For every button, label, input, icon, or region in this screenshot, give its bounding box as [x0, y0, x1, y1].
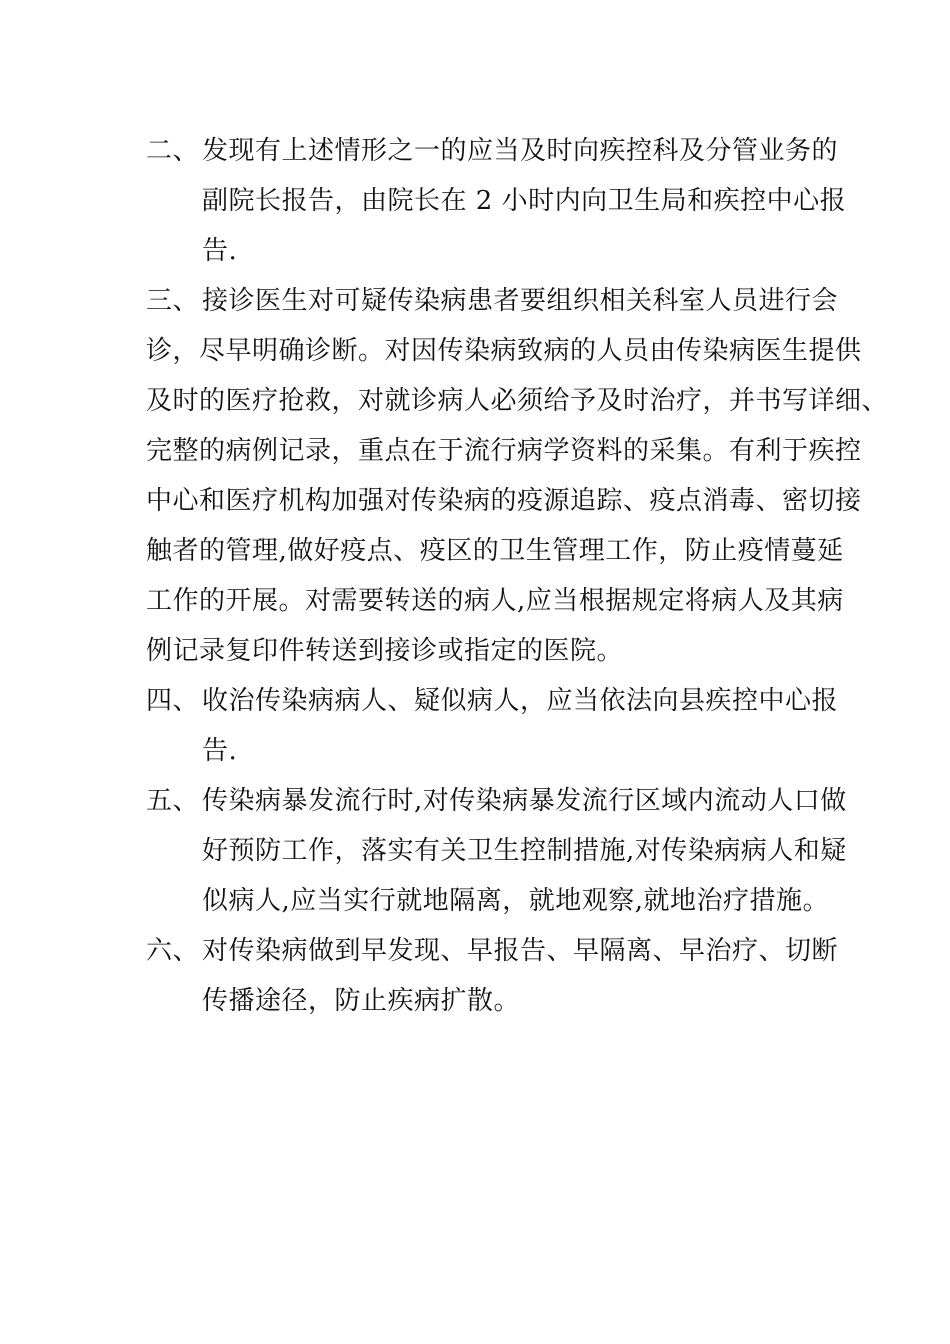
- list-item-line: [146, 931, 838, 971]
- list-marker: 五、: [146, 786, 200, 816]
- list-item-text: 收治传染病病人、疑似病人，应当依法向县疾控中心报: [202, 686, 839, 716]
- list-item-text: 例记录复印件转送到接诊或指定的医院。: [146, 636, 624, 666]
- list-item-text: 告.: [202, 236, 238, 266]
- list-item-text: 传播途径，防止疾病扩散。: [202, 986, 521, 1016]
- list-marker: 六、: [146, 936, 200, 966]
- list-item-text: 工作的开展。对需要转送的病人,应当根据规定将病人及其病: [146, 586, 844, 616]
- list-marker: 四、: [146, 686, 200, 716]
- list-marker: 三、: [146, 286, 200, 316]
- list-item-line: [146, 781, 847, 821]
- list-item-text: 好预防工作，落实有关卫生控制措施,对传染病病人和疑: [202, 836, 847, 866]
- list-item-text: 中心和医疗机构加强对传染病的疫源追踪、疫点消毒、密切接: [146, 486, 862, 516]
- list-item-text: 诊，尽早明确诊断。对因传染病致病的人员由传染病医生提供: [146, 336, 862, 366]
- list-item-text: 似病人,应当实行就地隔离，就地观察,就地治疗措施。: [202, 886, 830, 916]
- list-item-text: 副院长报告，由院长在 2 小时内向卫生局和疾控中心报: [202, 186, 847, 216]
- list-item-text: 发现有上述情形之一的应当及时向疾控科及分管业务的: [202, 136, 839, 166]
- list-item-text: 完整的病例记录，重点在于流行病学资料的采集。有利于疾控: [146, 436, 862, 466]
- list-item-text: 传染病暴发流行时,对传染病暴发流行区域内流动人口做: [202, 786, 847, 816]
- list-item-text: 告.: [202, 736, 238, 766]
- list-marker: 二、: [146, 136, 200, 166]
- list-item-text: 及时的医疗抢救，对就诊病人必须给予及时治疗，并书写详细、: [146, 386, 889, 416]
- list-item-line: [146, 681, 838, 721]
- list-item-line: [146, 281, 838, 321]
- list-item-text: 触者的管理,做好疫点、疫区的卫生管理工作，防止疫情蔓延: [146, 536, 844, 566]
- list-item-line: [146, 131, 838, 171]
- list-item-text: 对传染病做到早发现、早报告、早隔离、早治疗、切断: [202, 936, 839, 966]
- list-item-text: 接诊医生对可疑传染病患者要组织相关科室人员进行会: [202, 286, 839, 316]
